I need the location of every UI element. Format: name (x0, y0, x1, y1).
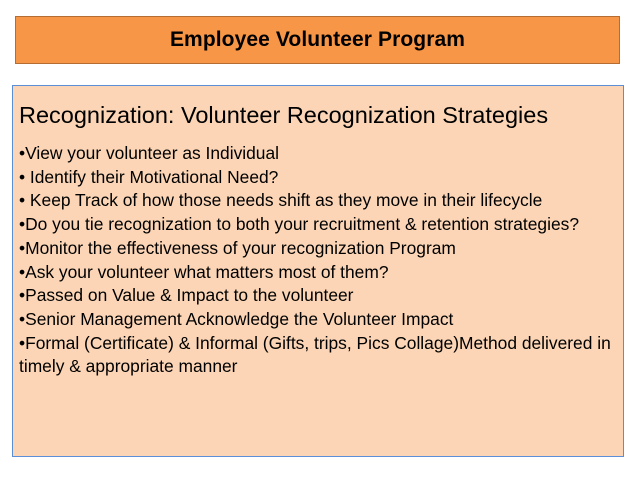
page-title: Employee Volunteer Program (169, 28, 466, 51)
bullet-item: •Formal (Certificate) & Informal (Gifts, trips, Pics Collage)Method delivered in timely & appropriate manner (19, 332, 611, 377)
content-panel (12, 85, 624, 457)
bullet-item: •Ask your volunteer what matters most of them? (19, 261, 389, 282)
title-banner (15, 16, 620, 64)
bullet-item: • Keep Track of how those needs shift as they move in their lifecycle (19, 190, 543, 211)
bullet-item: •Senior Management Acknowledge the Volunteer Impact (19, 308, 454, 329)
bullet-item: •Monitor the effectiveness of your recognization Program (19, 237, 456, 258)
section-heading: Recognization: Volunteer Recognization Strategies (19, 102, 549, 128)
bullet-item: •View your volunteer as Individual (19, 143, 280, 163)
strategy-list (19, 142, 619, 379)
bullet-item: •Do you tie recognization to both your recruitment & retention strategies? (19, 214, 579, 235)
bullet-item: •Passed on Value & Impact to the volunteer (19, 285, 354, 306)
bullet-item: • Identify their Motivational Need? (19, 166, 279, 187)
